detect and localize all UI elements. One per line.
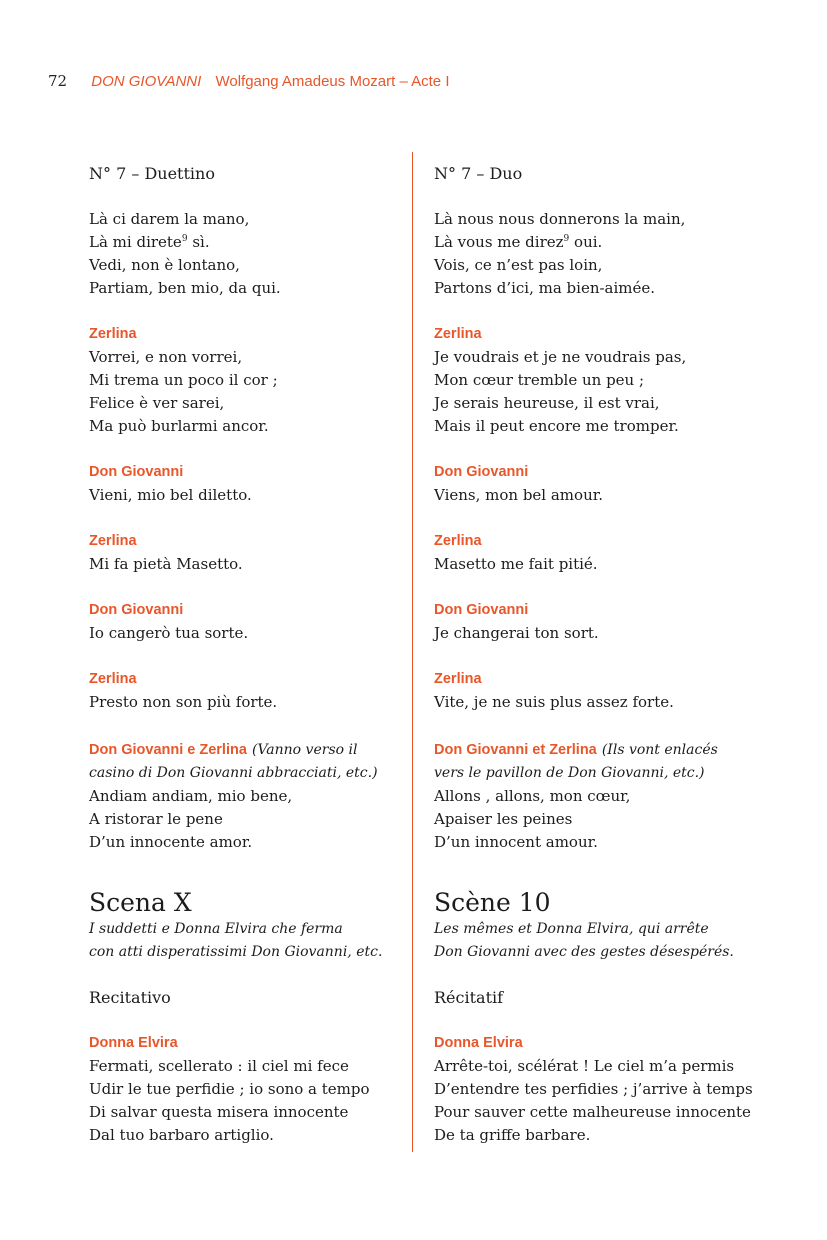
- speaker-with-direction: [89, 737, 404, 762]
- verse-line: [434, 231, 764, 254]
- verse-line: A ristorar le pene: [89, 810, 223, 828]
- verse-line: Je voudrais et je ne voudrais pas,: [434, 348, 687, 366]
- column-divider: [412, 152, 413, 1152]
- stage-direction: casino di Don Giovanni abbracciati, etc.): [89, 765, 378, 781]
- verse-line: Andiam andiam, mio bene,: [89, 787, 293, 805]
- verse-line: Vedi, non è lontano,: [89, 256, 240, 274]
- stanza: [89, 1032, 404, 1147]
- verse-text: Là mi direte: [89, 233, 182, 251]
- french-column: [434, 162, 764, 1170]
- verse-line: Mais il peut encore me tromper.: [434, 417, 679, 435]
- number-title: N° 7 – Duo: [434, 164, 523, 183]
- verse-line: D’un innocente amor.: [89, 833, 253, 851]
- speaker-name: Don Giovanni et Zerlina: [434, 742, 597, 758]
- verse-line: Apaiser les peines: [434, 810, 573, 828]
- section-title: Recitativo: [89, 988, 171, 1007]
- verse-line: Pour sauver cette malheureuse innocente: [434, 1103, 751, 1121]
- verse-line: Masetto me fait pitié.: [434, 555, 598, 573]
- scene-description: Don Giovanni avec des gestes désespérés.: [434, 944, 734, 960]
- verse-text: sì.: [192, 233, 210, 251]
- header-subtitle: Wolfgang Amadeus Mozart – Acte I: [215, 73, 450, 90]
- stanza: [89, 208, 404, 300]
- stanza: [434, 530, 764, 576]
- verse-line: Di salvar questa misera innocente: [89, 1103, 349, 1121]
- verse-line: Mon cœur tremble un peu ;: [434, 371, 645, 389]
- verse-line: Je changerai ton sort.: [434, 624, 599, 642]
- speaker-name: Don Giovanni: [434, 464, 529, 480]
- stanza: [89, 737, 404, 854]
- verse-line: Je serais heureuse, il est vrai,: [434, 394, 660, 412]
- speaker-name: Donna Elvira: [434, 1035, 523, 1051]
- verse-line: Viens, mon bel amour.: [434, 486, 604, 504]
- scene-description: I suddetti e Donna Elvira che ferma: [89, 921, 343, 937]
- speaker-with-direction: [434, 737, 764, 762]
- speaker-name: Donna Elvira: [89, 1035, 178, 1051]
- stage-direction: (Ils vont enlacés: [601, 742, 718, 758]
- speaker-name: Zerlina: [89, 671, 137, 687]
- stanza: [89, 461, 404, 507]
- verse-line: Là nous nous donnerons la main,: [434, 210, 686, 228]
- verse-line: De ta griffe barbare.: [434, 1126, 591, 1144]
- speaker-name: Don Giovanni: [434, 602, 529, 618]
- stanza: [434, 461, 764, 507]
- verse-line: Dal tuo barbaro artiglio.: [89, 1126, 274, 1144]
- verse-line: D’entendre tes perfidies ; j’arrive à temps: [434, 1080, 753, 1098]
- verse-line: Là ci darem la mano,: [89, 210, 250, 228]
- speaker-name: Zerlina: [89, 326, 137, 342]
- stage-direction: (Vanno verso il: [252, 742, 358, 758]
- stage-direction: vers le pavillon de Don Giovanni, etc.): [434, 765, 705, 781]
- speaker-name: Zerlina: [434, 671, 482, 687]
- speaker-name: Don Giovanni: [89, 602, 184, 618]
- stanza: [434, 737, 764, 854]
- verse-line: [89, 231, 404, 254]
- verse-line: Vois, ce n’est pas loin,: [434, 256, 603, 274]
- verse-line: Vieni, mio bel diletto.: [89, 486, 252, 504]
- stanza: [434, 668, 764, 714]
- speaker-name: Zerlina: [434, 533, 482, 549]
- verse-line: Arrête-toi, scélérat ! Le ciel m’a permis: [434, 1057, 735, 1075]
- verse-line: Fermati, scellerato : il ciel mi fece: [89, 1057, 349, 1075]
- verse-text: oui.: [574, 233, 603, 251]
- stanza: [89, 323, 404, 438]
- stanza: [434, 323, 764, 438]
- footnote-ref: 9: [181, 234, 188, 244]
- italian-column: [89, 162, 404, 1170]
- section-title: Récitatif: [434, 988, 504, 1007]
- opera-title: DON GIOVANNI: [91, 73, 202, 90]
- number-title: N° 7 – Duettino: [89, 164, 215, 183]
- verse-line: Mi fa pietà Masetto.: [89, 555, 243, 573]
- speaker-name: Don Giovanni: [89, 464, 184, 480]
- verse-line: Mi trema un poco il cor ;: [89, 371, 278, 389]
- stanza: [434, 1032, 764, 1147]
- verse-text: Là vous me direz: [434, 233, 564, 251]
- scene-title: Scène 10: [434, 888, 551, 917]
- verse-line: Vorrei, e non vorrei,: [89, 348, 243, 366]
- stanza: [89, 668, 404, 714]
- verse-line: Presto non son più forte.: [89, 693, 278, 711]
- running-header: [48, 72, 450, 90]
- verse-line: Allons , allons, mon cœur,: [434, 787, 631, 805]
- scene-description: Les mêmes et Donna Elvira, qui arrête: [434, 921, 709, 937]
- verse-line: Vite, je ne suis plus assez forte.: [434, 693, 674, 711]
- stanza: [434, 599, 764, 645]
- page-number: 72: [48, 72, 68, 90]
- speaker-name: Zerlina: [434, 326, 482, 342]
- scene-description: con atti disperatissimi Don Giovanni, etc.: [89, 944, 383, 960]
- verse-line: D’un innocent amour.: [434, 833, 598, 851]
- footnote-ref: 9: [563, 234, 570, 244]
- verse-line: Partiam, ben mio, da qui.: [89, 279, 281, 297]
- stanza: [434, 208, 764, 300]
- verse-line: Io cangerò tua sorte.: [89, 624, 249, 642]
- verse-line: Partons d’ici, ma bien-aimée.: [434, 279, 656, 297]
- stanza: [89, 530, 404, 576]
- speaker-name: Zerlina: [89, 533, 137, 549]
- scene-title: Scena X: [89, 888, 192, 917]
- speaker-name: Don Giovanni e Zerlina: [89, 742, 247, 758]
- verse-line: Ma può burlarmi ancor.: [89, 417, 269, 435]
- verse-line: Udir le tue perfidie ; io sono a tempo: [89, 1080, 370, 1098]
- verse-line: Felice è ver sarei,: [89, 394, 225, 412]
- stanza: [89, 599, 404, 645]
